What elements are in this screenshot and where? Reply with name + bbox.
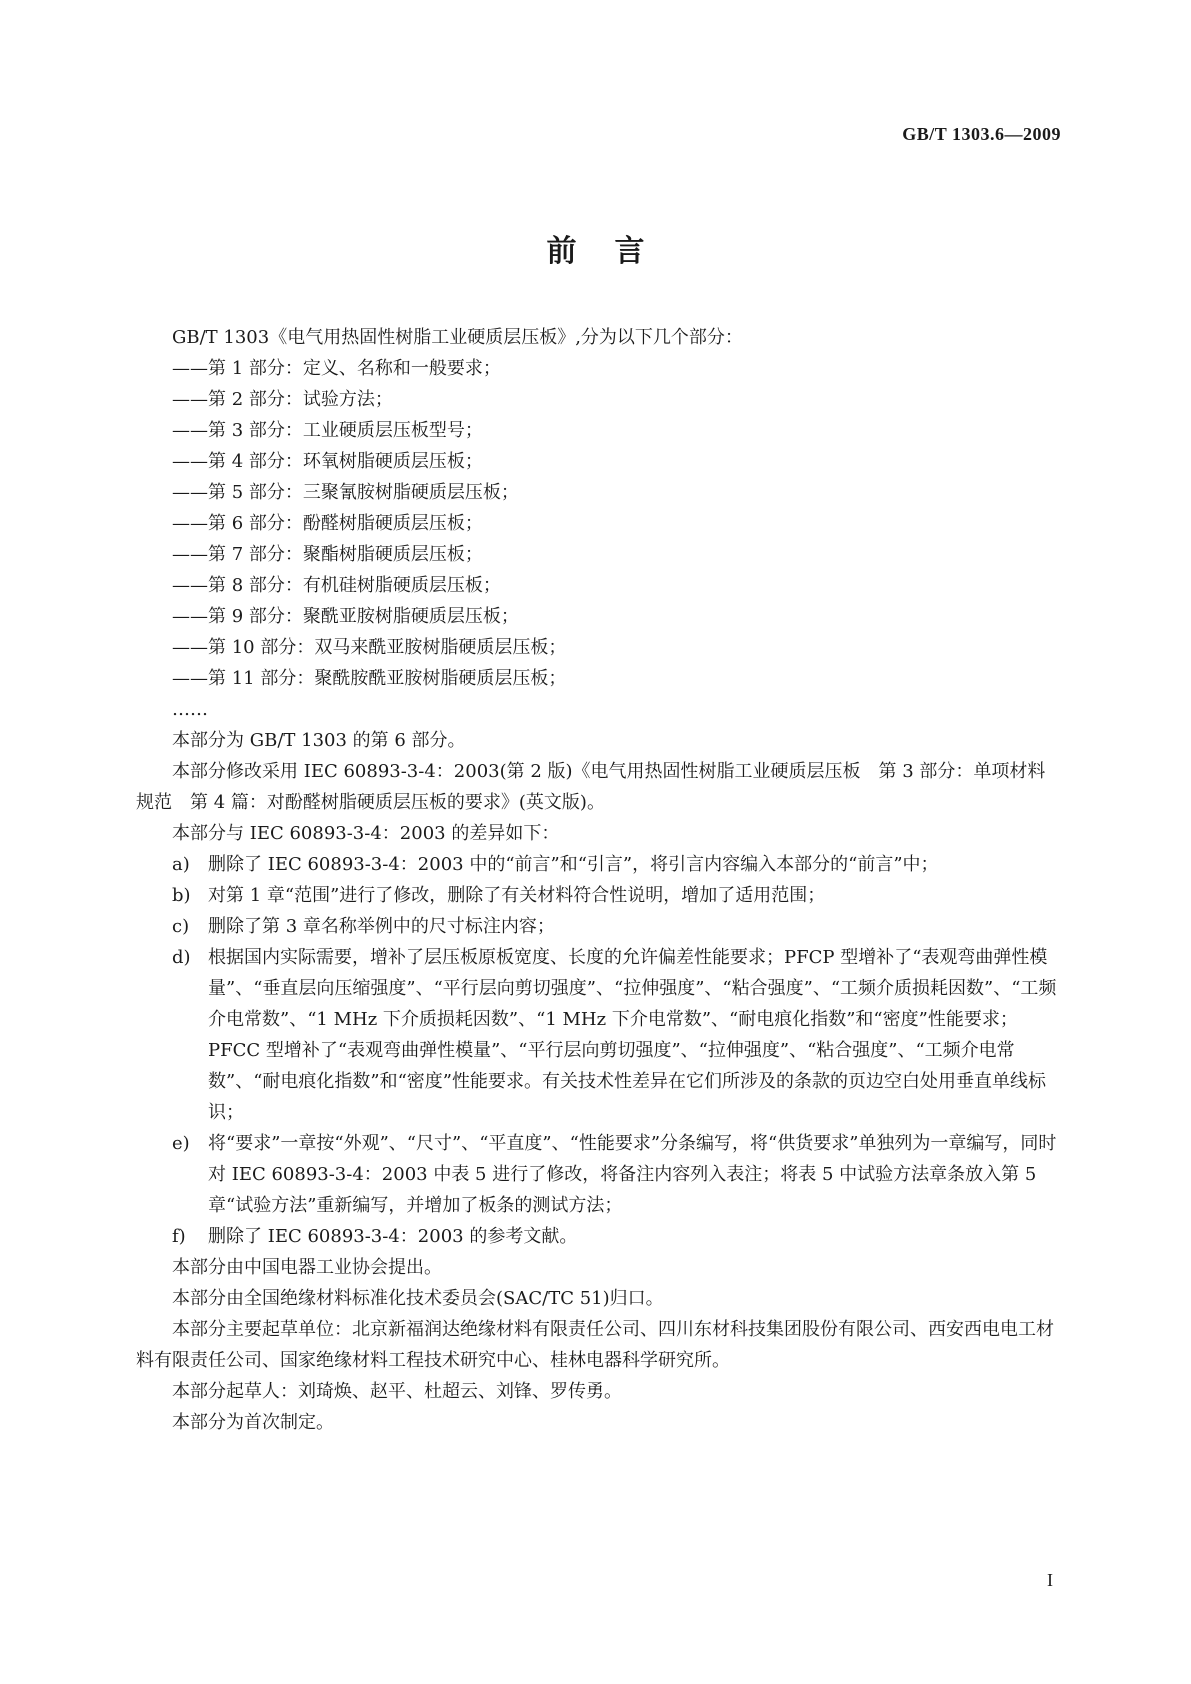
parts-list [136,353,1060,725]
list-item: ——第 8 部分：有机硅树脂硬质层压板； [172,575,501,596]
proposed-by-paragraph: 本部分由中国电器工业协会提出。 [172,1257,442,1278]
list-item: ——第 2 部分：试验方法； [172,389,393,410]
difference-item [136,942,1060,1128]
foreword-body [136,322,1060,1438]
list-item: ——第 5 部分：三聚氰胺树脂硬质层压板； [172,482,519,503]
item-label: e) [172,1133,190,1154]
list-item: ——第 4 部分：环氧树脂硬质层压板； [172,451,483,472]
item-text: 将“要求”一章按“外观”、“尺寸”、“平直度”、“性能要求”分条编写，将“供货要求”单独列为一章编写，同时对 IEC 60893-3-4：2003 中表 5 进行了修改，将备注内容列入表注；将表 5 中试验方法章条放入第 5 章“试验方法”重新编写，并增加了板条的测试方法； [208,1133,1057,1216]
difference-item [136,1128,1060,1221]
differences-intro: 本部分与 IEC 60893-3-4：2003 的差异如下： [172,823,560,844]
page-number: I [1047,1570,1053,1590]
list-item: ——第 3 部分：工业硬质层压板型号； [172,420,483,441]
list-item: ——第 9 部分：聚酰亚胺树脂硬质层压板； [172,606,519,627]
item-text: 删除了 IEC 60893-3-4：2003 中的“前言”和“引言”，将引言内容编入本部分的“前言”中； [208,854,939,875]
drafters-paragraph: 本部分起草人：刘琦焕、赵平、杜超云、刘锋、罗传勇。 [172,1381,622,1402]
difference-item [136,1221,1060,1252]
intro-paragraph: GB/T 1303《电气用热固性树脂工业硬质层压板》,分为以下几个部分： [172,327,743,348]
item-label: f) [172,1226,186,1247]
list-item: ——第 7 部分：聚酯树脂硬质层压板； [172,544,483,565]
this-part-paragraph: 本部分为 GB/T 1303 的第 6 部分。 [172,730,466,751]
difference-item [136,880,1060,911]
page-title: 前言 [546,234,683,269]
drafting-units-paragraph: 本部分主要起草单位：北京新福润达绝缘材料有限责任公司、四川东材科技集团股份有限公司、西安西电电工材料有限责任公司、国家绝缘材料工程技术研究中心、桂林电器科学研究所。 [136,1319,1054,1371]
administered-by-paragraph: 本部分由全国绝缘材料标准化技术委员会(SAC/TC 51)归口。 [172,1288,664,1309]
item-text: 删除了第 3 章名称举例中的尺寸标注内容； [208,916,555,937]
difference-item [136,849,1060,880]
list-item: ——第 10 部分：双马来酰亚胺树脂硬质层压板； [172,637,567,658]
list-item: ——第 11 部分：聚酰胺酰亚胺树脂硬质层压板； [172,668,567,689]
list-item: ——第 1 部分：定义、名称和一般要求； [172,358,501,379]
item-label: d) [172,947,191,968]
first-issue-paragraph: 本部分为首次制定。 [172,1412,334,1433]
item-label: a) [172,854,190,875]
difference-item [136,911,1060,942]
standard-code: GB/T 1303.6—2009 [902,124,1061,144]
ellipsis: …… [172,699,208,720]
item-text: 根据国内实际需要，增补了层压板原板宽度、长度的允许偏差性能要求；PFCP 型增补了“表观弯曲弹性模量”、“垂直层向压缩强度”、“平行层向剪切强度”、“拉伸强度”、“粘合强度”、“工频介质损耗因数”、“工频介电常数”、“1 MHz 下介质损耗因数”、“1 MHz 下介电常数”、“耐电痕化指数”和“密度”性能要求；PFCC 型增补了“表观弯曲弹性模量”、“平行层向剪切强度”、“拉伸强度”、“粘合强度”、“工频介电常数”、“耐电痕化指数”和“密度”性能要求。有关技术性差异在它们所涉及的条款的页边空白处用垂直单线标识； [208,947,1057,1123]
item-label: c) [172,916,190,937]
item-text: 删除了 IEC 60893-3-4：2003 的参考文献。 [208,1226,578,1247]
adoption-paragraph: 本部分修改采用 IEC 60893-3-4：2003(第 2 版)《电气用热固性树脂工业硬质层压板 第 3 部分：单项材料规范 第 4 篇：对酚醛树脂硬质层压板的要求》(英文版)。 [136,761,1046,813]
item-label: b) [172,885,191,906]
item-text: 对第 1 章“范围”进行了修改，删除了有关材料符合性说明，增加了适用范围； [208,885,826,906]
differences-list [136,849,1060,1252]
list-item: ——第 6 部分：酚醛树脂硬质层压板； [172,513,483,534]
